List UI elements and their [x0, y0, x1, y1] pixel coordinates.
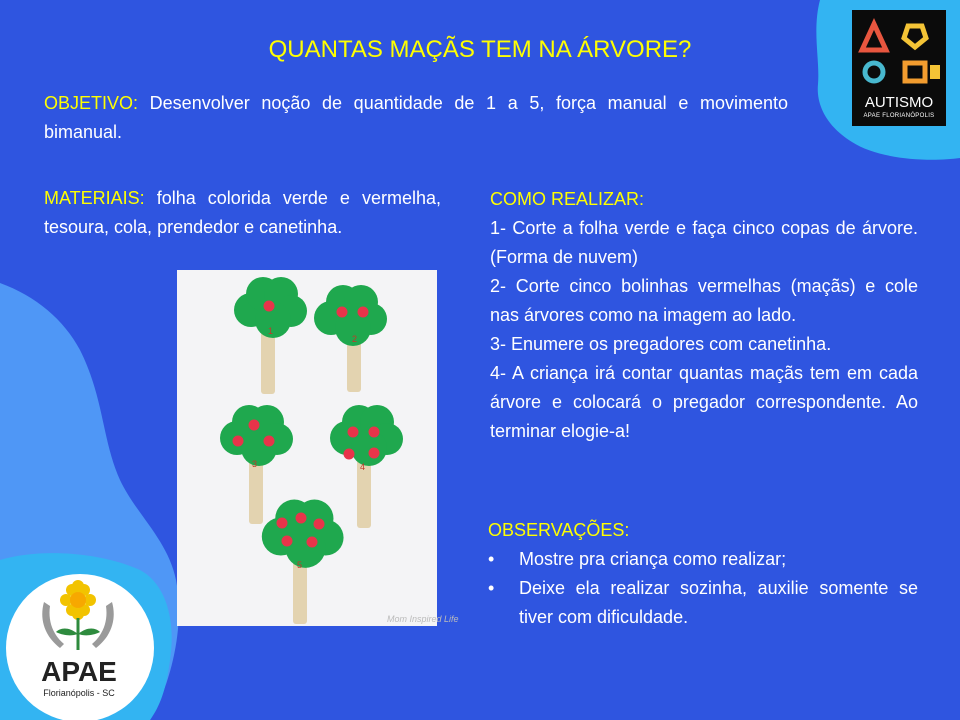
apple: [233, 436, 244, 447]
tree-1: [234, 277, 307, 394]
square-icon: [905, 63, 925, 81]
observacao-item-1: • Mostre pra criança como realizar;: [488, 545, 918, 574]
apae-logo-subtitle: Florianópolis - SC: [43, 688, 115, 698]
page-title: QUANTAS MAÇÃS TEM NA ÁRVORE?: [268, 36, 692, 63]
como-realizar-heading: COMO REALIZAR:: [490, 189, 645, 209]
tree-crown-4: [330, 405, 403, 466]
apple: [307, 537, 318, 548]
apple: [369, 448, 380, 459]
circle-icon: [865, 63, 883, 81]
apple: [264, 301, 275, 312]
autismo-logo-subtitle: APAE FLORIANÓPOLIS: [863, 113, 935, 119]
clothespin-number-3: 3: [252, 459, 258, 469]
objetivo-text: Desenvolver noção de quantidade de 1 a 5, força manual e movimento bimanual.: [44, 93, 788, 142]
objetivo-label: OBJETIVO:: [44, 93, 139, 113]
activity-photo: [177, 270, 459, 626]
autismo-shapes: [852, 10, 946, 94]
apple: [264, 436, 275, 447]
observacoes-list: [488, 545, 918, 632]
clothespin-number-5: 5: [297, 560, 303, 570]
apple: [358, 307, 369, 318]
tree-5: [262, 500, 344, 624]
materiais-paragraph: [44, 184, 441, 242]
clothespin-number-1: 1: [268, 326, 274, 336]
tree-crown-5: [262, 500, 344, 568]
materiais-text: folha colorida verde e vermelha, tesoura, cola, prendedor e canetinha.: [44, 188, 441, 237]
small-square-icon: [930, 65, 940, 79]
apple: [282, 536, 293, 547]
materiais-label: MATERIAIS:: [44, 188, 145, 208]
clothespin-number-4: 4: [360, 462, 366, 472]
como-realizar-section: [490, 185, 918, 446]
apple: [344, 449, 355, 460]
autismo-logo: [852, 10, 946, 126]
apple: [249, 420, 260, 431]
tree-2: [314, 285, 387, 392]
tree-4: [330, 405, 403, 528]
apae-logo-word: APAE: [41, 656, 117, 687]
step-1: 1- Corte a folha verde e faça cinco copas de árvore. (Forma de nuvem): [490, 218, 918, 267]
pentagon-icon: [904, 26, 926, 47]
step-3: 3- Enumere os pregadores com canetinha.: [490, 334, 832, 354]
apae-logo: [4, 572, 154, 720]
observacoes-section: [488, 516, 918, 632]
triangle-icon: [862, 24, 886, 50]
apple: [348, 427, 359, 438]
apple-trees-illustration: [177, 270, 437, 626]
autismo-logo-word: AUTISMO: [864, 94, 934, 111]
tree-crown-2: [314, 285, 387, 346]
observacao-item-2: • Deixe ela realizar sozinha, auxilie somente se tiver com dificuldade.: [488, 574, 918, 632]
apae-emblem: [4, 572, 154, 656]
photo-watermark: Mom Inspired Life: [387, 614, 459, 624]
objetivo-paragraph: [44, 89, 788, 147]
apple: [369, 427, 380, 438]
apple: [296, 513, 307, 524]
apple: [337, 307, 348, 318]
tree-crown-3: [220, 405, 293, 466]
sunflower-icon: [56, 580, 100, 650]
step-2: 2- Corte cinco bolinhas vermelhas (maçãs) e cole nas árvores como na imagem ao lado.: [490, 276, 918, 325]
apple: [277, 518, 288, 529]
clothespin-number-2: 2: [352, 334, 358, 344]
step-4: 4- A criança irá contar quantas maçãs tem em cada árvore e colocará o pregador correspondente. Ao terminar elogie-a!: [490, 363, 918, 441]
observacoes-heading: OBSERVAÇÕES:: [488, 520, 630, 540]
apple: [314, 519, 325, 530]
